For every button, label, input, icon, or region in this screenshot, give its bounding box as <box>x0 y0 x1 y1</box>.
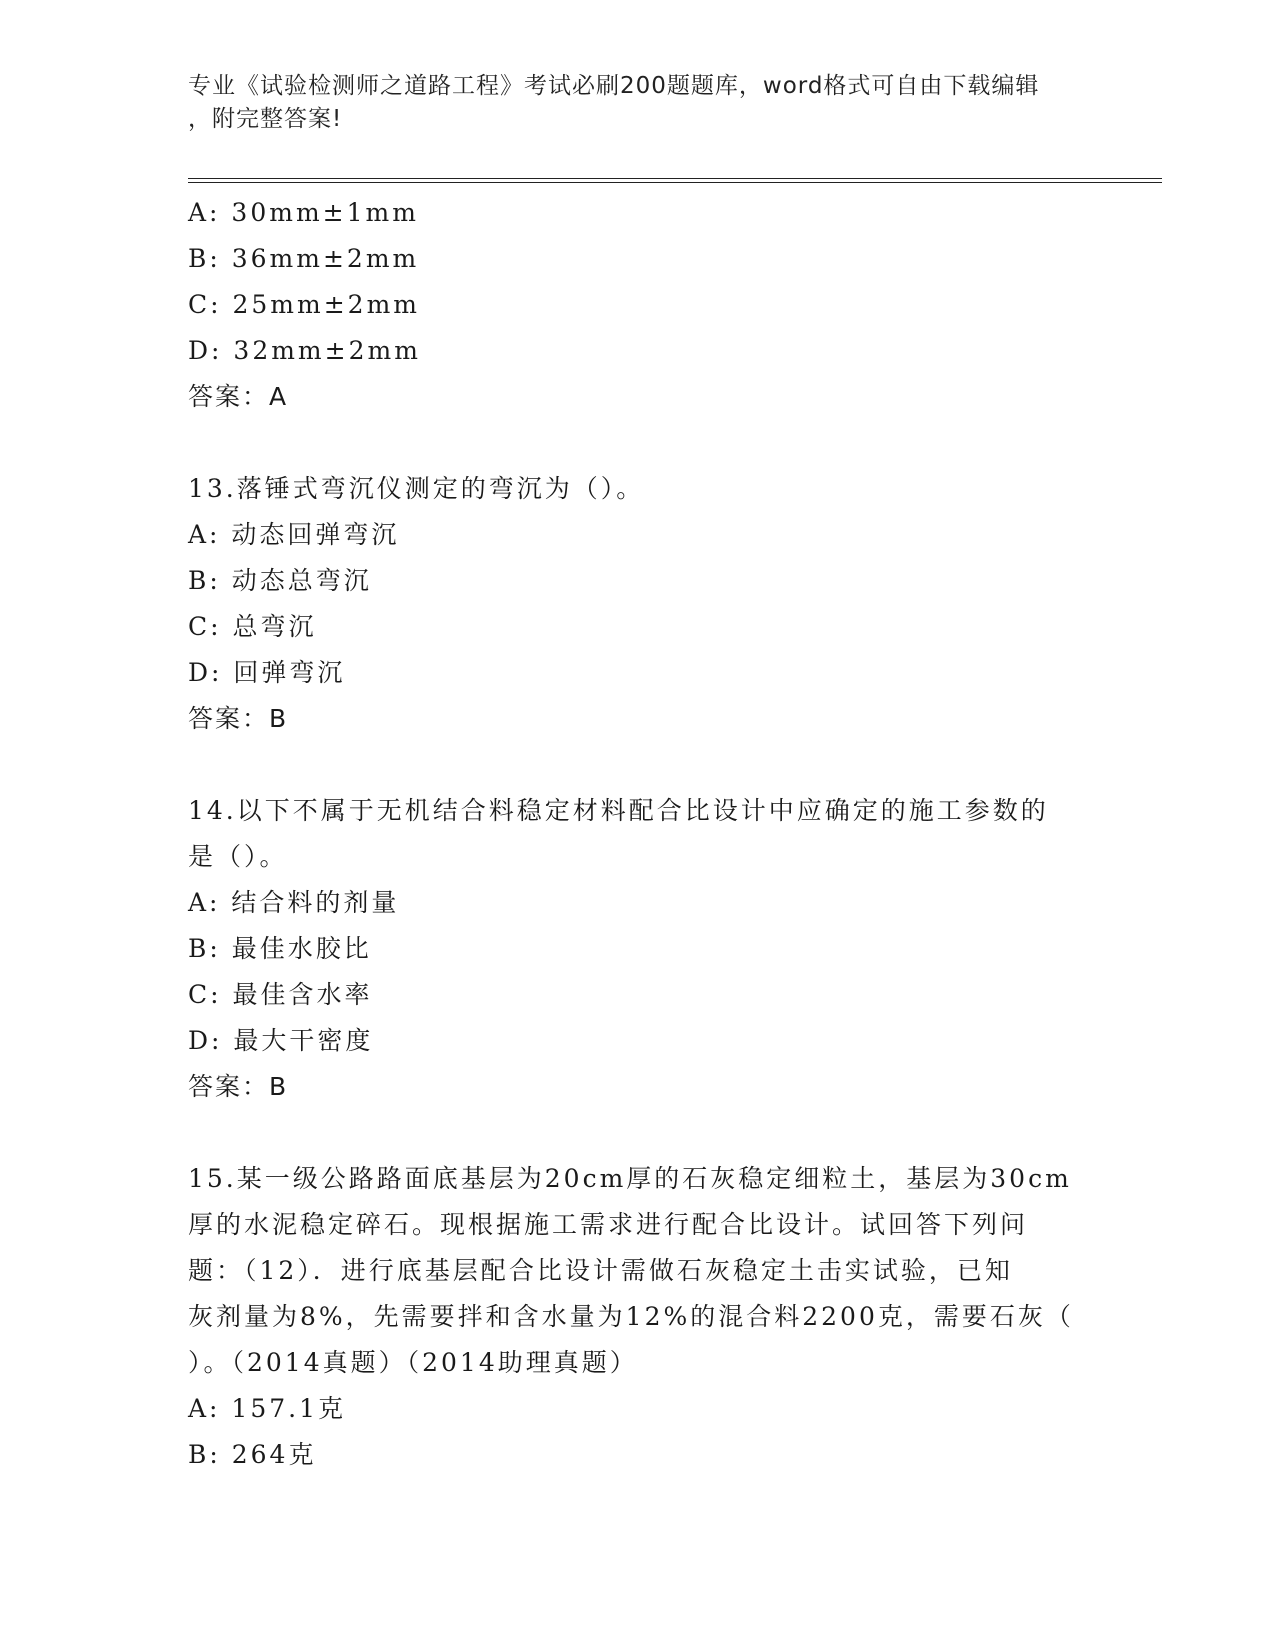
question-stem-line-3: 题：（12）．进行底基层配合比设计需做石灰稳定土击实试验，已知 <box>188 1256 1013 1285</box>
spacer <box>188 420 1088 466</box>
option-c: C: 最佳含水率 <box>188 980 373 1009</box>
option-a: A: 动态回弹弯沉 <box>188 520 400 549</box>
question-stem-line-1: 15.某一级公路路面底基层为20cm厚的石灰稳定细粒土，基层为30cm <box>188 1164 1072 1193</box>
divider-line-top <box>188 178 1162 179</box>
header-line-2: ，附完整答案! <box>188 106 343 132</box>
question-stem-line-2: 厚的水泥稳定碎石。现根据施工需求进行配合比设计。试回答下列问 <box>188 1210 1029 1239</box>
option-c: C: 25mm±2mm <box>188 290 420 319</box>
option-d: D: 回弹弯沉 <box>188 658 346 687</box>
answer-line: 答案：B <box>188 1072 289 1101</box>
answer-line: 答案：A <box>188 382 289 411</box>
question-stem-line-4: 灰剂量为8%，先需要拌和含水量为12%的混合料2200克，需要石灰（ <box>188 1302 1074 1331</box>
question-stem-line-1: 14.以下不属于无机结合料稳定材料配合比设计中应确定的施工参数的 <box>188 796 1049 825</box>
header-divider <box>188 178 1162 186</box>
option-b: B: 36mm±2mm <box>188 244 420 273</box>
option-d: D: 32mm±2mm <box>188 336 421 365</box>
question-list <box>188 190 1088 1478</box>
option-b: B: 264克 <box>188 1440 317 1469</box>
option-a: A: 157.1克 <box>188 1394 346 1423</box>
spacer <box>188 742 1088 788</box>
option-a: A: 结合料的剂量 <box>188 888 400 917</box>
question-stem: 13.落锤式弯沉仪测定的弯沉为（）。 <box>188 474 645 503</box>
divider-line-bottom <box>188 182 1162 183</box>
spacer <box>188 1110 1088 1156</box>
option-d: D: 最大干密度 <box>188 1026 374 1055</box>
option-b: B: 最佳水胶比 <box>188 934 372 963</box>
option-c: C: 总弯沉 <box>188 612 317 641</box>
question-13 <box>188 466 1088 742</box>
question-14 <box>188 788 1088 1110</box>
option-a: A: 30mm±1mm <box>188 198 419 227</box>
question-stem-line-2: 是（）。 <box>188 842 288 871</box>
document-page <box>188 70 1088 136</box>
answer-line: 答案：B <box>188 704 289 733</box>
question-stem-line-5: ）。（2014真题）（2014助理真题） <box>188 1348 638 1377</box>
document-header <box>188 70 1073 136</box>
question-15 <box>188 1156 1088 1478</box>
option-b: B: 动态总弯沉 <box>188 566 372 595</box>
question-prev <box>188 190 1088 420</box>
header-line-1: 专业《试验检测师之道路工程》考试必刷200题题库，word格式可自由下载编辑 <box>188 73 1040 99</box>
